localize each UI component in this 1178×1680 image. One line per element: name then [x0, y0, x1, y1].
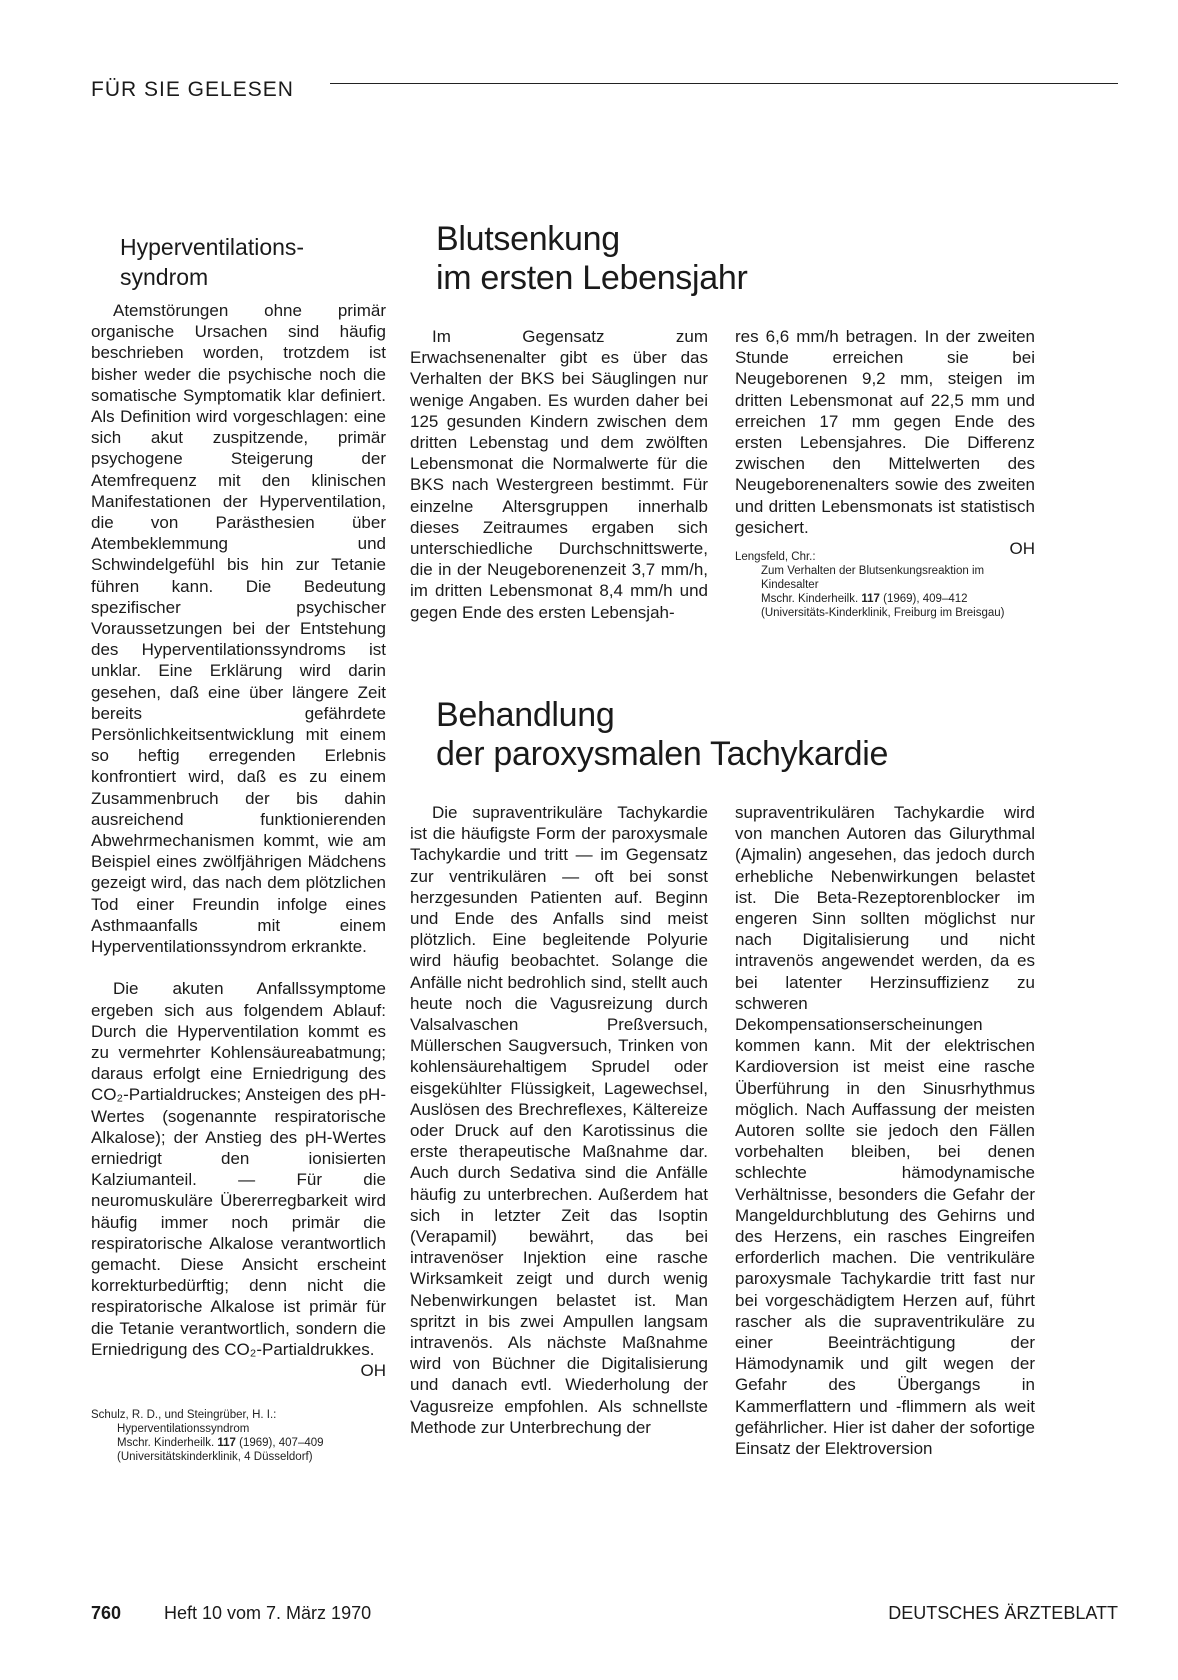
article2-col2-text: res 6,6 mm/h betragen. In der zweiten Stunde erreichen sie bei Neugeborenen 9,2 mm, steigen im dritten Lebensmonat auf 22,5 mm und erreichen 17 mm gegen Ende des ersten Lebensjahres. Die Differenz zwischen den Mittelwerten des Neugeborenenalters sowie des zweiten und dritten Lebensmonats ist statistisch gesichert. — [735, 327, 1035, 537]
article2-signature: OH — [1009, 539, 1035, 559]
issue-label: Heft 10 vom 7. März 1970 — [164, 1603, 372, 1623]
article1-ref-title: Hyperventilationssyndrom — [117, 1423, 250, 1435]
article3-column-2 — [735, 802, 1035, 1459]
article2-title-line2: im ersten Lebensjahr — [436, 259, 748, 297]
article2-ref-journal-name: Mschr. Kinderheilk. — [761, 593, 859, 605]
article3-col2-text: supraventrikulären Tachykardie wird von manchen Autoren das Gilurythmal (Ajmalin) angesehen, das jedoch durch erhebliche Nebenwirkungen belastet ist. Die Beta-Rezeptorenblocker im engeren Sinn sollten möglichst nur nach Digitalisierung und nicht intravenös angewendet werden, da es bei latenter Herzinsuffizienz zu schweren Dekompensationserscheinungen kommen kann. Mit der elektrischen Kardioversion ist meist eine rasche Überführung in den Sinusrhythmus möglich. Nach Auffassung der meisten Autoren sollte sie jedoch den Fällen vorbehalten bleiben, bei denen schlechte hämodynamische Verhältnisse, besonders die Gefahr der Mangeldurchblutung des Gehirns und des Herzens, ein rasches Eingreifen erforderlich machen. Die ventrikuläre paroxysmale Tachykardie tritt fast nur bei vorgeschädigtem Herzen auf, führt rascher als die supraventrikuläre zu einer Beeinträchtigung der Hämodynamik und gilt wegen der Gefahr des Übergangs in Kammerflattern und -flimmern als weit gefährlicher. Hier ist daher der sofortige Einsatz der Elektroversion — [735, 803, 1035, 1459]
article2-title — [436, 220, 748, 298]
article1-ref-journal — [91, 1436, 386, 1450]
article1-ref-authors: Schulz, R. D., und Steingrüber, H. I.: — [91, 1409, 277, 1421]
article1-title-line2: syndrom — [120, 264, 209, 290]
article3-title-line2: der paroxysmalen Tachykardie — [436, 735, 889, 773]
article1-reference — [91, 1408, 386, 1464]
page-number: 760 — [91, 1603, 122, 1623]
article1-signature: OH — [360, 1360, 386, 1380]
article2-column-1 — [410, 326, 708, 623]
article2-ref-pages: (1969), 409–412 — [883, 593, 968, 605]
article3-col1-text: Die supraventrikuläre Tachykardie ist die häufigste Form der paroxysmale Tachykardie und tritt — im Gegensatz zur ventrikulären — oft bei sonst herzgesunden Patienten auf. Beginn und Ende des Anfalls sind meist plötzlich. Eine begleitende Polyurie wird häufig beobachtet. Solange die Anfälle nicht bedrohlich sind, stellt auch heute noch die Vagusreizung durch Valsalvaschen Preßversuch, Müllerschen Saugversuch, Trinken von kohlensäurehaltigem Sprudel oder eisgekühlter Flüssigkeit, Lagewechsel, Auslösen des Brechreflexes, Kältereize oder Druck auf den Karotissinus die erste therapeutische Maßnahme dar. Auch durch Sedativa sind die Anfälle häufig zu unterbrechen. Außerdem hat sich in letzter Zeit das Isoptin (Verapamil) bewährt, das bei intravenöser Injektion eine rasche Wirksamkeit zeigt und durch wenig Nebenwirkungen belastet ist. Man spritzt in bis zwei Ampullen langsam intravenös. Als nächste Maßnahme wird von Büchner die Digitalisierung und danach evtl. Wiederholung der Vagusreize empfohlen. Als schnellste Methode zur Unterbrechung der — [410, 803, 708, 1437]
article1-paragraph-2: Die akuten Anfallssymptome ergeben sich aus folgendem Ablauf: Durch die Hyperventilation kommt es zu vermehrter Kohlensäureabatmung; daraus erfolgt eine Erniedrigung des CO₂-Partialdruckes; Ansteigen des pH-Wertes (sogenannte respiratorische Alkalose); der Anstieg des pH-Wertes erniedrigt den ionisierten Kalziumanteil. — Für die neuromuskuläre Übererregbarkeit wird häufig immer noch primär die respiratorische Alkalose verantwortlich gemacht. Diese Ansicht erscheint korrekturbedürftig; denn nicht die respiratorische Alkalose ist primär für die Tetanie verantwortlich, sondern die Erniedrigung des CO₂-Partialdrukkes. — [91, 979, 386, 1359]
article1-ref-pages: (1969), 407–409 — [239, 1437, 324, 1449]
article1-title-line1: Hyperventilations- — [120, 234, 305, 260]
header-rule — [330, 83, 1118, 84]
article1-paragraph-1: Atemstörungen ohne primär organische Ursachen sind häufig beschrieben worden, trotzdem ist bisher weder die psychische noch die somatische Symptomatik klar definiert. Als Definition wird vorgeschlagen: eine sich akut zuspitzende, primär psychogene Steigerung der Atemfrequenz mit den klinischen Manifestationen der Hyperventilation, die von Parästhesien über Atembeklemmung und Schwindelgefühl bis hin zur Tetanie führen kann. Die Bedeutung spezifischer psychischer Voraussetzungen bei der Entstehung des Hyperventilationssyndroms ist unklar. Eine Erklärung wird darin gesehen, daß eine über längere Zeit bereits gefährdete Persönlichkeitsentwicklung mit einem so heftig erregenden Erlebnis konfrontiert wird, daß es zu einem Zusammenbruch der bis dahin ausreichend funktionierenden Abwehrmechanismen kommt, wie am Beispiel eines zwölfjährigen Mädchens gezeigt wird, das nach dem plötzlichen Tod einer Freundin infolge eines Asthmaanfalls mit einem Hyperventilationssyndrom erkrankte. — [91, 301, 386, 957]
article2-col1-text: Im Gegensatz zum Erwachsenenalter gibt es über das Verhalten der BKS bei Säuglingen nur wenige Angaben. Es wurden daher bei 125 gesunden Kindern zwischen dem dritten Lebenstag und dem zwölften Lebensmonat die Normalwerte für die BKS nach Westergreen bestimmt. Für einzelne Altersgruppen innerhalb dieses Zeitraumes ergaben sich unterschiedliche Durchschnittswerte, die in der Neugeborenenzeit 3,7 mm/h, im dritten Lebensmonat 8,4 mm/h und gegen Ende des ersten Lebensjah- — [410, 327, 708, 622]
article2-ref-authors: Lengsfeld, Chr.: — [735, 551, 816, 563]
article2-ref-journal — [735, 592, 1035, 606]
article3-title — [436, 696, 888, 774]
journal-name: DEUTSCHES ÄRZTEBLATT — [888, 1603, 1118, 1623]
article2-column-2 — [735, 326, 1035, 559]
article3-title-line1: Behandlung — [436, 696, 615, 734]
section-label: FÜR SIE GELESEN — [91, 78, 294, 101]
article2-ref-institution: (Universitäts-Kinderklinik, Freiburg im Breisgau) — [761, 607, 1005, 619]
article2-ref-volume: 117 — [861, 593, 880, 605]
article1-ref-institution: (Universitätskinderklinik, 4 Düsseldorf) — [117, 1451, 313, 1463]
article2-reference — [735, 550, 1035, 620]
article1-ref-volume: 117 — [217, 1437, 236, 1449]
article1-ref-journal-name: Mschr. Kinderheilk. — [117, 1437, 215, 1449]
article1-title — [120, 232, 304, 292]
article3-column-1 — [410, 802, 708, 1438]
article2-ref-title: Zum Verhalten der Blutsenkungsreaktion im Kindesalter — [761, 565, 985, 591]
article2-title-line1: Blutsenkung — [436, 220, 620, 258]
article1-body — [91, 300, 386, 1381]
